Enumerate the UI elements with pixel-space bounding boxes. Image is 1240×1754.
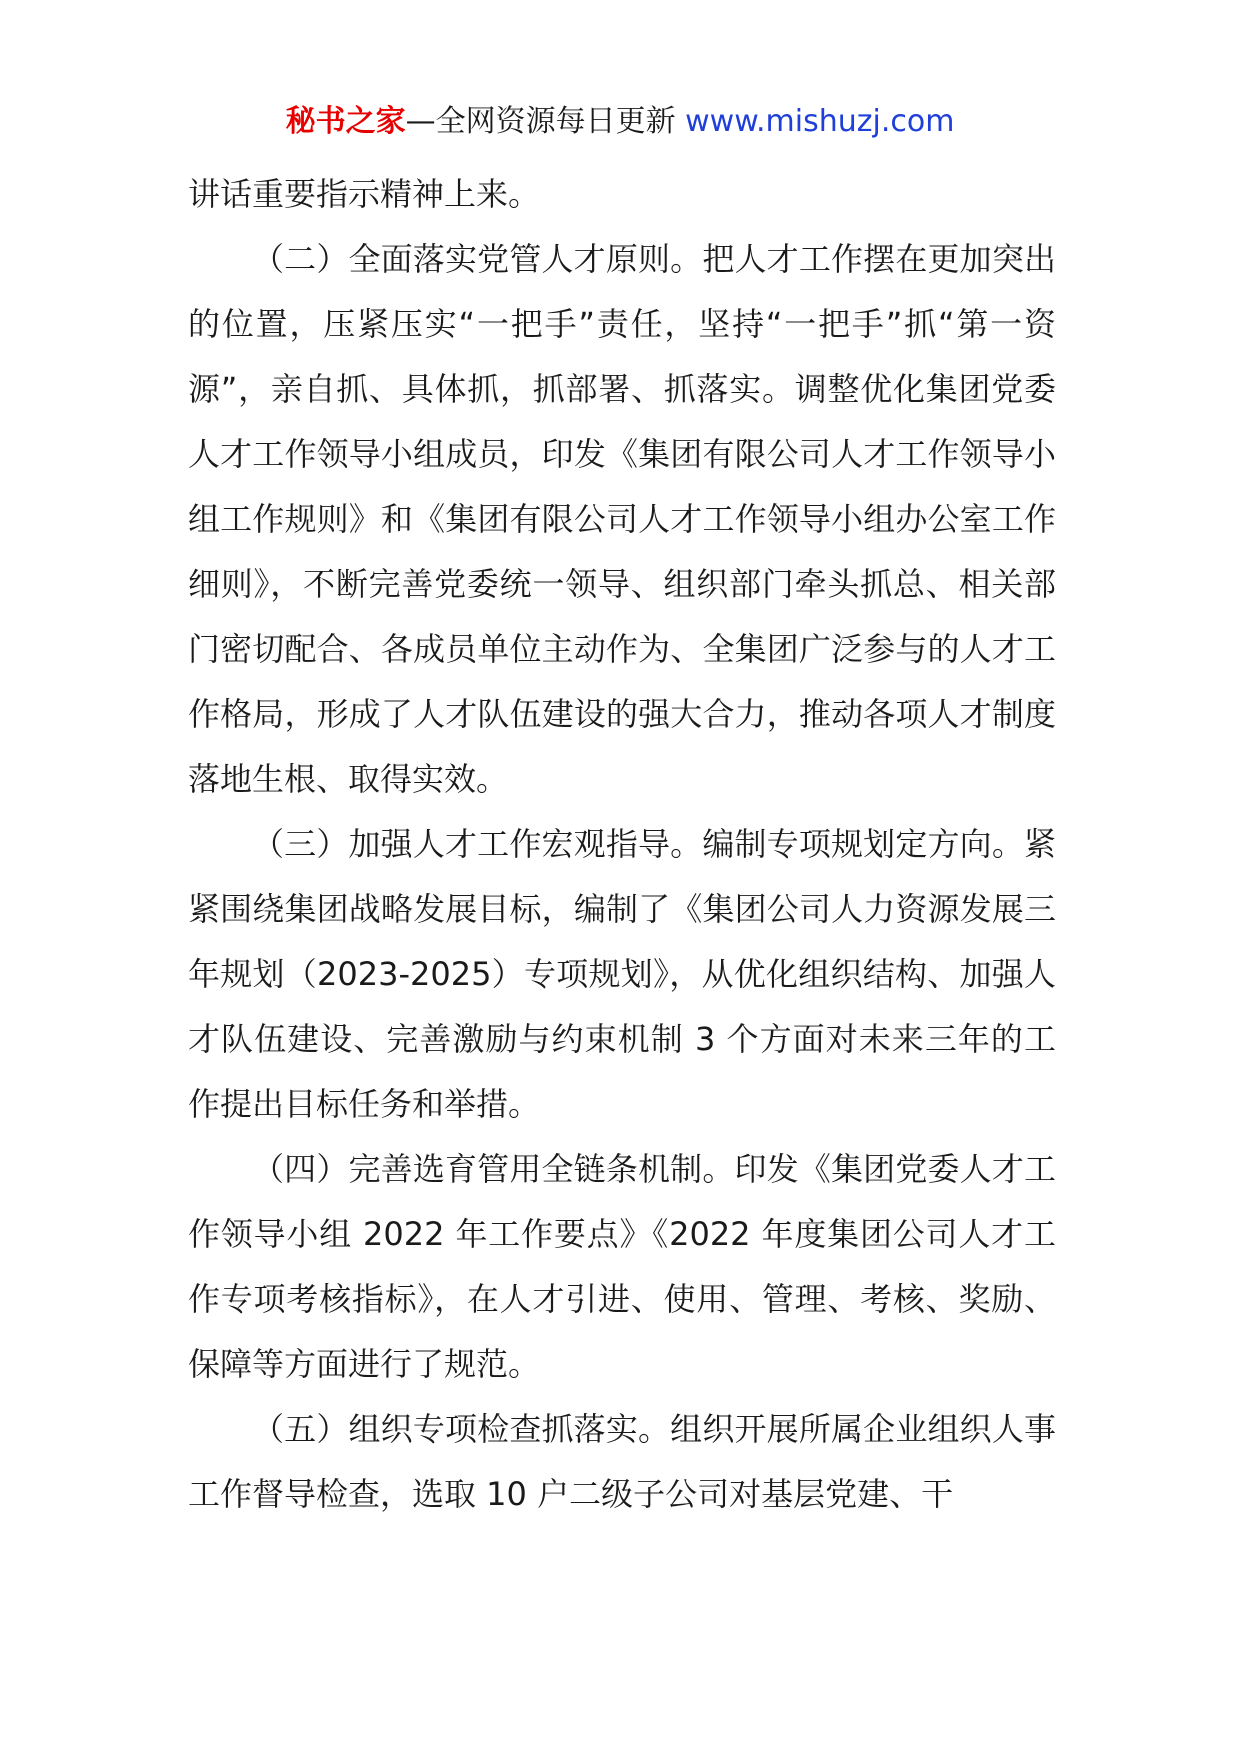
- header-slogan: —全网资源每日更新: [405, 104, 686, 139]
- paragraph-section-5: （五）组织专项检查抓落实。组织开展所属企业组织人事工作督导检查，选取 10 户二级子公司对基层党建、干: [188, 1410, 1056, 1513]
- paragraph-section-4: （四）完善选育管用全链条机制。印发《集团党委人才工作领导小组 2022 年工作要点》《2022 年度集团公司人才工作专项考核指标》，在人才引进、使用、管理、考核、奖励、保障等方面进行了规范。: [188, 1150, 1056, 1383]
- header-brand: 秘书之家: [285, 104, 406, 139]
- paragraph-section-3: （三）加强人才工作宏观指导。编制专项规划定方向。紧紧围绕集团战略发展目标，编制了《集团公司人力资源发展三年规划（2023-2025）专项规划》，从优化组织结构、加强人才队伍建设、完善激励与约束机制 3 个方面对未来三年的工作提出目标任务和举措。: [188, 825, 1056, 1123]
- paragraph-continuation: 讲话重要指示精神上来。: [188, 175, 541, 213]
- document-body: [188, 162, 1056, 1527]
- header-url-link[interactable]: www.mishuzj.com: [685, 104, 955, 139]
- paragraph-section-2: （二）全面落实党管人才原则。把人才工作摆在更加突出的位置，压紧压实“一把手”责任，坚持“一把手”抓“第一资源”，亲自抓、具体抓，抓部署、抓落实。调整优化集团党委人才工作领导小组成员，印发《集团有限公司人才工作领导小组工作规则》和《集团有限公司人才工作领导小组办公室工作细则》，不断完善党委统一领导、组织部门牵头抓总、相关部门密切配合、各成员单位主动作为、全集团广泛参与的人才工作格局，形成了人才队伍建设的强大合力，推动各项人才制度落地生根、取得实效。: [188, 240, 1056, 798]
- page-header: [0, 102, 1240, 142]
